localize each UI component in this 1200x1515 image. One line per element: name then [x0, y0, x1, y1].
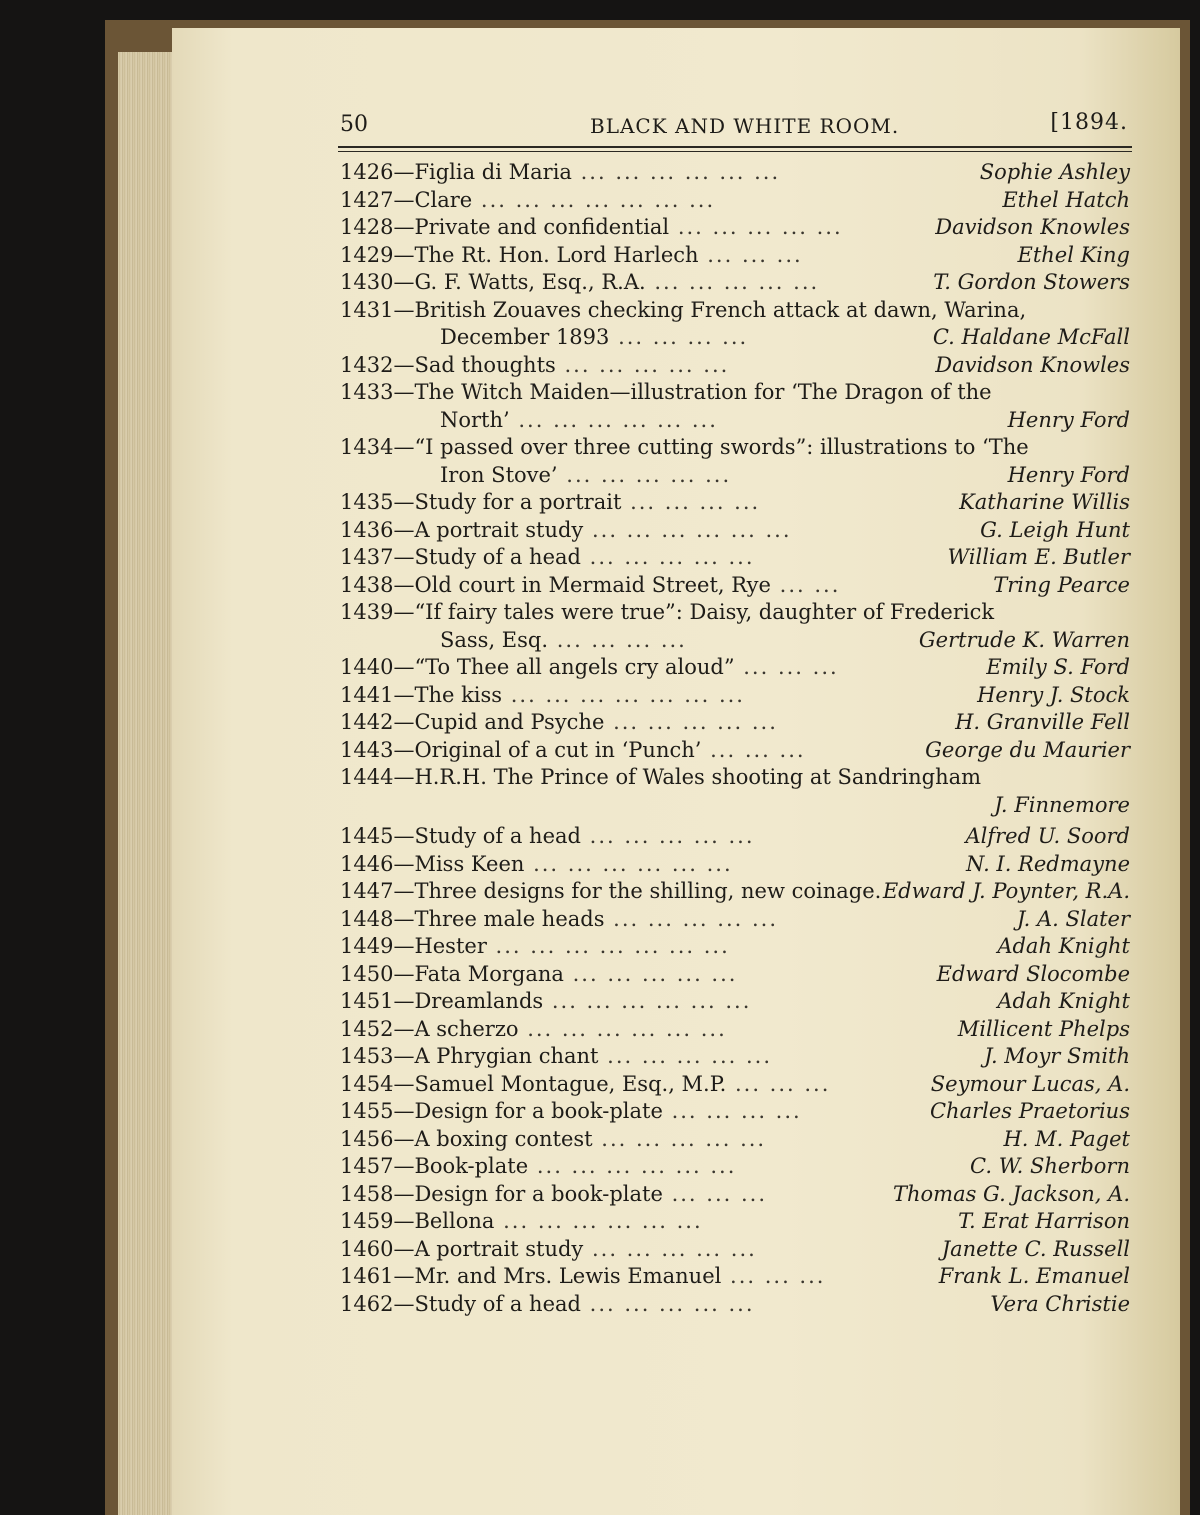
catalogue-entry: [340, 906, 1130, 934]
entry-artist: Frank L. Emanuel: [938, 1264, 1130, 1288]
leader-dots: ... ... ...: [698, 242, 803, 267]
entry-title: 1433—The Witch Maiden—illustration for ‘The Dragon of the: [340, 380, 992, 404]
header-rule-thin: [338, 151, 1132, 152]
catalogue-entry: [340, 961, 1130, 989]
entry-artist: T. Erat Harrison: [958, 1209, 1130, 1233]
catalogue-entry: [340, 1098, 1130, 1126]
catalogue-entry: [340, 324, 1130, 352]
entry-title: 1461—Mr. and Mrs. Lewis Emanuel: [340, 1264, 722, 1288]
leader-dots: ... ... ... ... ... ...: [528, 1154, 737, 1178]
entry-artist: H. M. Paget: [1003, 1126, 1130, 1151]
entry-artist: Ethel Hatch: [1002, 187, 1130, 212]
leader-dots: ... ... ... ... ...: [645, 270, 820, 294]
entry-artist: Edward J. Poynter, R.A.: [882, 879, 1130, 903]
leader-dots: ... ... ... ... ... ...: [494, 1209, 703, 1233]
catalogue-entry: [340, 434, 1130, 462]
entry-title: 1444—H.R.H. The Prince of Wales shooting at Sandringham: [340, 765, 982, 789]
entry-artist: Vera Christie: [990, 1291, 1130, 1316]
catalogue-entry: [340, 599, 1130, 627]
entry-artist: C. Haldane McFall: [932, 325, 1130, 349]
catalogue-entry: [340, 1043, 1130, 1071]
leader-dots: ... ... ... ... ...: [557, 462, 732, 487]
page-number: 50: [340, 112, 368, 137]
running-title: BLACK AND WHITE ROOM.: [590, 114, 900, 138]
entry-title: 1432—Sad thoughts: [340, 352, 556, 377]
catalogue-entry: [340, 297, 1130, 325]
entry-artist: G. Leigh Hunt: [980, 517, 1130, 542]
entry-artist: Gertrude K. Warren: [918, 627, 1130, 652]
entry-title: 1448—Three male heads: [340, 906, 605, 931]
catalogue-entry: [340, 1263, 1130, 1291]
entry-title: 1449—Hester: [340, 934, 487, 958]
entry-title: 1443—Original of a cut in ‘Punch’: [340, 737, 702, 762]
catalogue-entry: [340, 1153, 1130, 1181]
leader-dots: ... ... ... ...: [548, 627, 687, 652]
entry-title: 1454—Samuel Montague, Esq., M.P.: [340, 1071, 727, 1096]
leader-dots: ... ... ... ... ...: [669, 215, 843, 239]
leader-dots: ... ... ... ... ... ...: [518, 1016, 727, 1041]
entry-title: 1435—Study for a portrait: [340, 490, 622, 514]
catalogue-entry: [340, 1181, 1130, 1209]
leader-dots: ... ... ... ... ...: [580, 545, 755, 569]
year-marker: [1894.: [1050, 110, 1128, 135]
leader-dots: ... ... ...: [721, 1264, 826, 1288]
entry-artist: Janette C. Russell: [941, 1236, 1130, 1261]
entry-artist: Adah Knight: [997, 934, 1130, 958]
entry-title: December 1893: [440, 325, 610, 349]
entry-artist: N. I. Redmayne: [966, 851, 1130, 876]
catalogue-entry: [340, 1291, 1130, 1319]
leader-dots: ... ... ... ... ... ...: [583, 517, 792, 542]
catalogue-entry: [340, 1236, 1130, 1264]
leader-dots: ... ... ...: [734, 655, 839, 679]
catalogue-entry: [340, 379, 1130, 407]
catalogue-entry: [340, 823, 1130, 851]
catalogue-entry: [340, 214, 1130, 242]
catalogue-entry: [340, 517, 1130, 545]
catalogue-entry: [340, 682, 1130, 710]
entry-title: Sass, Esq.: [440, 627, 549, 652]
entry-artist: Davidson Knowles: [935, 352, 1130, 377]
page-edges: [118, 52, 174, 1515]
entry-artist: Henry J. Stock: [977, 682, 1130, 707]
entry-title: 1430—G. F. Watts, Esq., R.A.: [340, 270, 646, 294]
leader-dots: ... ... ...: [701, 737, 806, 762]
catalogue-entry: [340, 544, 1130, 572]
entry-title: 1439—“If fairy tales were true”: Daisy, daughter of Frederick: [340, 600, 995, 624]
entry-artist: Henry Ford: [1007, 407, 1130, 432]
entry-artist: Thomas G. Jackson, A.: [893, 1181, 1130, 1206]
entry-artist: J. Moyr Smith: [984, 1044, 1130, 1068]
leader-dots: ... ... ... ... ...: [583, 1236, 757, 1261]
entry-title: 1462—Study of a head: [340, 1291, 581, 1316]
catalogue-entry: [340, 269, 1130, 297]
entry-title: 1450—Fata Morgana: [340, 961, 564, 986]
catalogue-entry: [340, 572, 1130, 600]
leader-dots: ... ... ... ... ...: [555, 352, 730, 377]
catalogue-entry: [340, 709, 1130, 737]
entry-title: 1451—Dreamlands: [340, 989, 544, 1013]
entry-title: 1440—“To Thee all angels cry aloud”: [340, 655, 735, 679]
entry-artist: Katharine Willis: [959, 490, 1130, 514]
leader-dots: ... ... ... ... ... ...: [509, 407, 718, 432]
entry-artist: Alfred U. Soord: [965, 824, 1130, 848]
catalogue-entry: [340, 352, 1130, 380]
leader-dots: ... ... ... ... ...: [598, 1044, 773, 1068]
leader-dots: ... ... ... ... ...: [604, 710, 778, 734]
leader-dots: ... ... ... ... ... ... ...: [486, 934, 730, 958]
catalogue-entry: [340, 851, 1130, 879]
entry-artist: Adah Knight: [997, 989, 1130, 1013]
entry-title: 1445—Study of a head: [340, 824, 581, 848]
entry-title: 1460—A portrait study: [340, 1236, 584, 1261]
catalogue-entry: [340, 764, 1130, 792]
leader-dots: ... ... ... ... ...: [580, 824, 755, 848]
entry-title: 1456—A boxing contest: [340, 1126, 593, 1151]
entry-title: 1452—A scherzo: [340, 1016, 519, 1041]
catalogue-list: [340, 159, 1130, 1318]
entry-artist: Emily S. Ford: [986, 655, 1130, 679]
catalogue-entry: [340, 187, 1130, 215]
entry-title: 1434—“I passed over three cutting swords”: illustrations to ‘The: [340, 435, 1029, 459]
entry-artist: William E. Butler: [947, 545, 1130, 569]
leader-dots: ... ... ...: [726, 1071, 831, 1096]
leader-dots: ... ... ... ... ... ...: [524, 851, 733, 876]
entry-title: 1437—Study of a head: [340, 545, 581, 569]
leader-dots: ... ... ... ... ... ... ...: [472, 187, 716, 212]
entry-title: 1427—Clare: [340, 187, 473, 212]
entry-title: Iron Stove’: [440, 462, 558, 487]
entry-title: 1431—British Zouaves checking French attack at dawn, Warina,: [340, 297, 1027, 322]
entry-title: 1436—A portrait study: [340, 517, 584, 542]
entry-artist: Davidson Knowles: [935, 215, 1130, 239]
entry-title: 1429—The Rt. Hon. Lord Harlech: [340, 242, 699, 267]
entry-artist: C. W. Sherborn: [970, 1154, 1130, 1178]
entry-artist: J. Finnemore: [994, 792, 1130, 817]
catalogue-entry: [340, 1071, 1130, 1099]
entry-artist: Tring Pearce: [993, 572, 1130, 597]
leader-dots: ... ... ... ... ...: [604, 906, 779, 931]
entry-title: 1453—A Phrygian chant: [340, 1044, 599, 1068]
entry-title: 1458—Design for a book-plate: [340, 1181, 663, 1206]
entry-artist: Charles Praetorius: [929, 1099, 1130, 1123]
entry-artist: Edward Slocombe: [936, 961, 1130, 986]
entry-title: 1441—The kiss: [340, 682, 503, 707]
leader-dots: ... ...: [770, 572, 841, 597]
entry-artist: Henry Ford: [1007, 462, 1130, 487]
catalogue-entry: [340, 1208, 1130, 1236]
leader-dots: ... ... ... ...: [609, 325, 749, 349]
catalogue-entry: [340, 1126, 1130, 1154]
entry-title: 1455—Design for a book-plate: [340, 1099, 663, 1123]
leader-dots: ... ... ... ... ...: [563, 961, 738, 986]
catalogue-entry: [340, 878, 1130, 906]
entry-title: 1459—Bellona: [340, 1209, 495, 1233]
catalogue-entry: [340, 462, 1130, 490]
catalogue-entry: [340, 792, 1130, 820]
entry-artist: Sophie Ashley: [979, 160, 1130, 184]
entry-artist: Seymour Lucas, A.: [930, 1071, 1130, 1096]
leader-dots: ... ... ... ... ... ...: [571, 160, 781, 184]
entry-title: 1428—Private and confidential: [340, 215, 670, 239]
entry-artist: T. Gordon Stowers: [933, 270, 1130, 294]
catalogue-entry: [340, 654, 1130, 682]
catalogue-entry: [340, 933, 1130, 961]
entry-title: 1438—Old court in Mermaid Street, Rye: [340, 572, 771, 597]
catalogue-entry: [340, 1016, 1130, 1044]
entry-artist: George du Maurier: [925, 737, 1130, 762]
leader-dots: ... ... ... ... ...: [592, 1126, 767, 1151]
catalogue-entry: [340, 407, 1130, 435]
book-page: [172, 28, 1180, 1515]
header-rule: [338, 146, 1132, 148]
entry-title: North’: [440, 407, 510, 432]
leader-dots: ... ... ...: [662, 1181, 768, 1206]
catalogue-entry: [340, 988, 1130, 1016]
catalogue-entry: [340, 627, 1130, 655]
catalogue-entry: [340, 159, 1130, 187]
entry-title: 1442—Cupid and Psyche: [340, 710, 605, 734]
entry-artist: J. A. Slater: [1016, 906, 1130, 931]
catalogue-entry: [340, 489, 1130, 517]
leader-dots: ... ... ... ... ...: [580, 1291, 755, 1316]
leader-dots: ... ... ... ...: [621, 490, 761, 514]
leader-dots: ... ... ... ... ... ...: [543, 989, 752, 1013]
entry-title: 1447—Three designs for the shilling, new coinage.: [340, 879, 882, 903]
entry-title: 1457—Book-plate: [340, 1154, 529, 1178]
leader-dots: ... ... ... ...: [662, 1099, 802, 1123]
entry-artist: Millicent Phelps: [957, 1016, 1130, 1041]
entry-title: 1426—Figlia di Maria: [340, 160, 572, 184]
entry-artist: Ethel King: [1017, 242, 1130, 267]
catalogue-entry: [340, 242, 1130, 270]
leader-dots: ... ... ... ... ... ... ...: [502, 682, 745, 707]
catalogue-entry: [340, 737, 1130, 765]
entry-artist: H. Granville Fell: [955, 710, 1130, 734]
entry-title: 1446—Miss Keen: [340, 851, 525, 876]
